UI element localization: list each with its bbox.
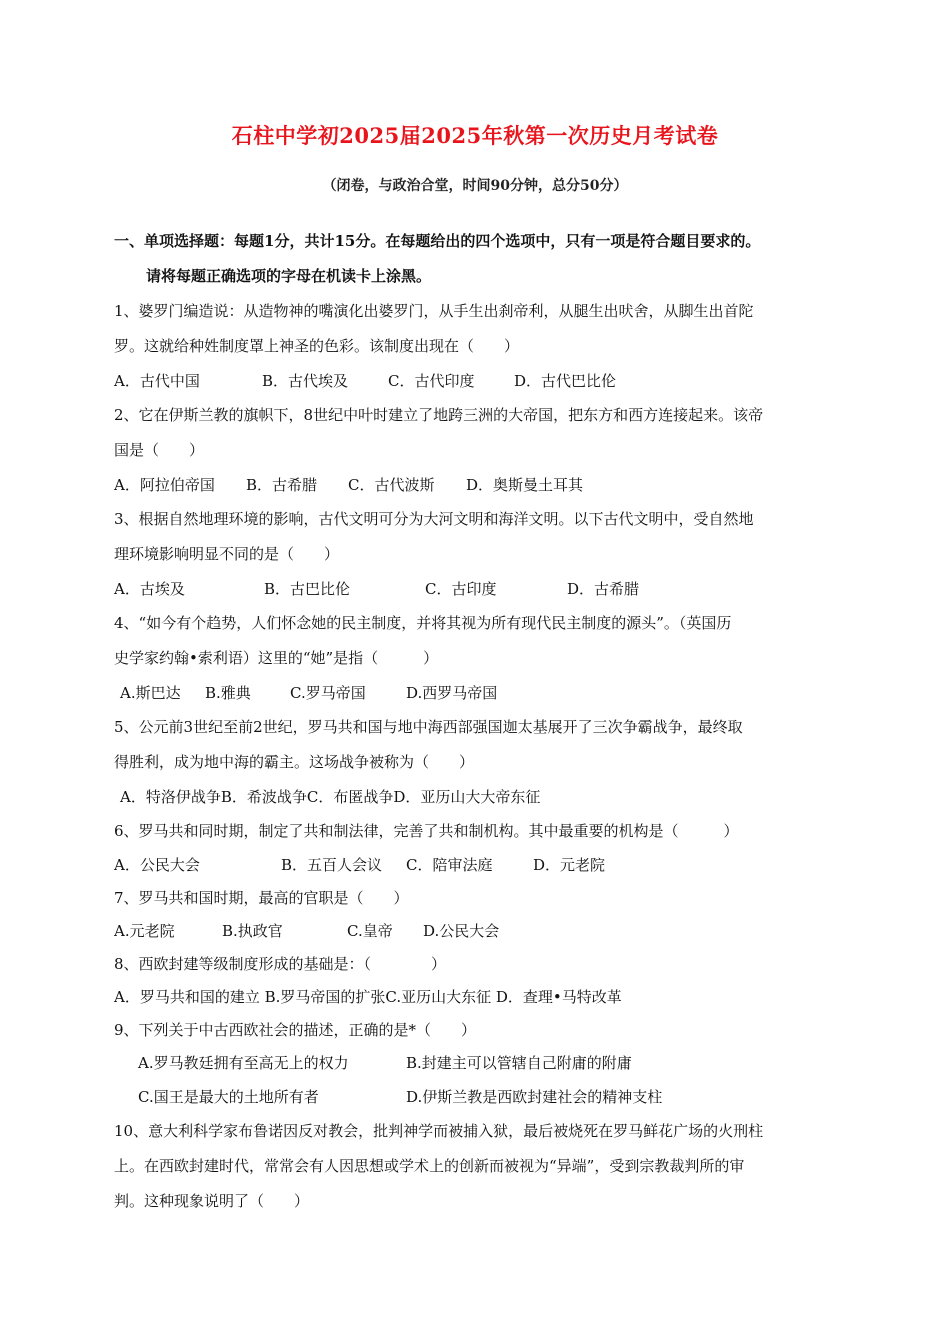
question-1-line-1: 1、婆罗门编造说：从造物神的嘴演化出婆罗门，从手生出刹帝利，从腿生出吠舍，从脚生出首陀 (114, 302, 754, 320)
question-3-option-c: C．古印度 (425, 580, 497, 598)
question-4-option-b: B.雅典 (205, 684, 251, 702)
question-2-option-c: C．古代波斯 (348, 476, 435, 494)
question-3-option-a: A．古埃及 (114, 580, 185, 598)
question-2-line-1: 2、它在伊斯兰教的旗帜下，8世纪中叶时建立了地跨三洲的大帝国，把东方和西方连接起来。该帝 (114, 406, 764, 424)
question-4-option-a: A.斯巴达 (120, 684, 181, 702)
exam-subtitle: （闭卷，与政治合堂，时间90分钟，总分50分） (322, 178, 628, 194)
question-1-option-a: A．古代中国 (114, 372, 200, 390)
question-5-line-1: 5、公元前3世纪至前2世纪，罗马共和国与地中海西部强国迦太基展开了三次争霸战争，最终取 (114, 718, 743, 736)
question-8-options: A．罗马共和国的建立 B.罗马帝国的扩张C.亚历山大东征 D．查理•马特改革 (114, 988, 622, 1006)
question-4-option-c: C.罗马帝国 (290, 684, 366, 702)
question-9-option-b: B.封建主可以管辖自己附庸的附庸 (406, 1054, 632, 1072)
question-3-option-d: D．古希腊 (567, 580, 640, 598)
question-3-option-b: B．古巴比伦 (264, 580, 351, 598)
question-7-option-b: B.执政官 (222, 922, 283, 940)
question-3-line-2: 理环境影响明显不同的是（ ） (114, 545, 340, 563)
question-9-option-d: D.伊斯兰教是西欧封建社会的精神支柱 (406, 1088, 663, 1106)
question-6-option-a: A．公民大会 (114, 856, 200, 874)
question-7-line-1: 7、罗马共和国时期，最高的官职是（ ） (114, 889, 409, 907)
question-6-option-b: B．五百人会议 (281, 856, 383, 874)
question-8-line-1: 8、西欧封建等级制度形成的基础是：（ ） (114, 955, 447, 973)
question-2-option-d: D．奥斯曼土耳其 (466, 476, 584, 494)
question-7-option-c: C.皇帝 (347, 922, 393, 940)
question-1-option-d: D．古代巴比伦 (514, 372, 617, 390)
question-9-option-c: C.国王是最大的土地所有者 (138, 1088, 319, 1106)
question-4-option-d: D.西罗马帝国 (406, 684, 498, 702)
question-5-line-2: 得胜利，成为地中海的霸主。这场战争被称为（ ） (114, 753, 475, 771)
page-title: 石柱中学初2025届2025年秋第一次历史月考试卷 (231, 123, 719, 148)
question-4-line-2: 史学家约翰•索利语）这里的“她”是指（ ） (114, 649, 439, 667)
question-1-line-2: 罗。这就给种姓制度罩上神圣的色彩。该制度出现在（ ） (114, 337, 520, 355)
question-2-option-a: A．阿拉伯帝国 (114, 476, 215, 494)
section-instruction: 请将每题正确选项的字母在机读卡上涂黑。 (146, 267, 432, 285)
question-10-line-2: 上。在西欧封建时代，常常会有人因思想或学术上的创新而被视为“异端”，受到宗教裁判所的审 (114, 1157, 745, 1175)
section-heading: 一、单项选择题：每题1分，共计15分。在每题给出的四个选项中，只有一项是符合题目要求的。 (114, 232, 761, 250)
question-6-option-d: D．元老院 (533, 856, 606, 874)
question-10-line-3: 判。这种现象说明了（ ） (114, 1192, 310, 1210)
question-10-line-1: 10、意大利科学家布鲁诺因反对教会，批判神学而被捕入狱，最后被烧死在罗马鲜花广场的火刑柱 (114, 1122, 764, 1140)
question-6-option-c: C．陪审法庭 (406, 856, 493, 874)
question-3-line-1: 3、根据自然地理环境的影响，古代文明可分为大河文明和海洋文明。以下古代文明中，受自然地 (114, 510, 754, 528)
question-2-line-2: 国是（ ） (114, 441, 205, 459)
question-4-line-1: 4、“如今有个趋势，人们怀念她的民主制度，并将其视为所有现代民主制度的源头”。（英国历 (114, 614, 732, 632)
question-9-line-1: 9、下列关于中古西欧社会的描述，正确的是*（ ） (114, 1021, 477, 1039)
question-9-option-a: A.罗马教廷拥有至高无上的权力 (138, 1054, 349, 1072)
question-1-option-c: C．古代印度 (388, 372, 475, 390)
question-1-option-b: B．古代埃及 (262, 372, 349, 390)
question-7-option-d: D.公民大会 (423, 922, 500, 940)
question-6-line-1: 6、罗马共和同时期，制定了共和制法律，完善了共和制机构。其中最重要的机构是（ ） (114, 822, 739, 840)
question-5-options: A．特洛伊战争B．希波战争C．布匿战争D．亚历山大大帝东征 (120, 788, 541, 806)
question-2-option-b: B．古希腊 (246, 476, 318, 494)
question-7-option-a: A.元老院 (114, 922, 175, 940)
